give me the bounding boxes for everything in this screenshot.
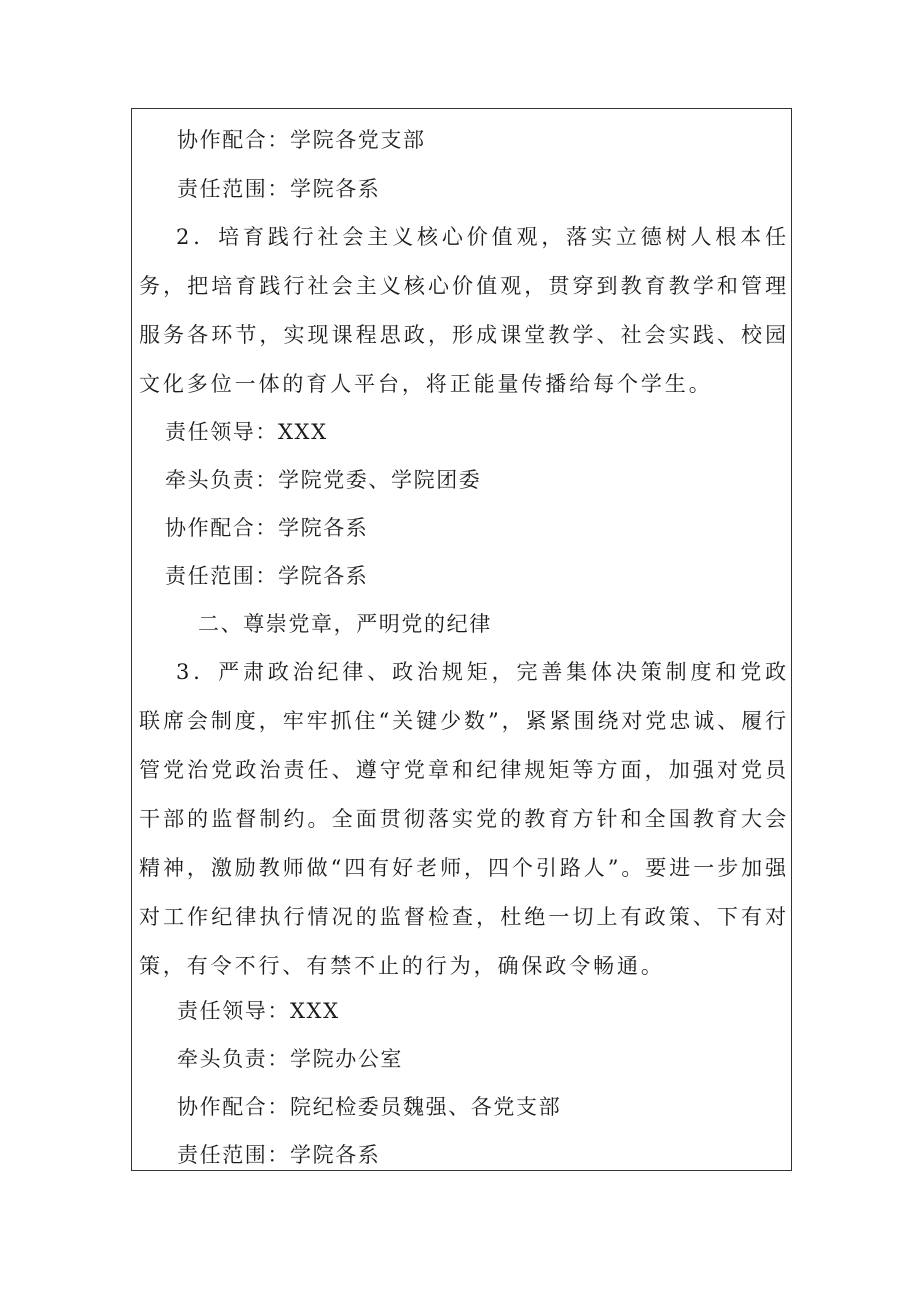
leader-line-3: 责任领导：XXX [177, 999, 340, 1023]
item-2-paragraph: 2．培育践行社会主义核心价值观，落实立德树人根本任务，把培育践行社会主义核心价值观，贯穿到教育教学和管理服务各环节，实现课程思政，形成课堂教学、社会实践、校园文化多位一体的育人平台，将正能量传播给每个学生。 [139, 225, 789, 396]
leader-line-2: 责任领导：XXX [165, 420, 328, 444]
cooperation-line-3: 协作配合：院纪检委员魏强、各党支部 [177, 1095, 562, 1119]
item-3-paragraph: 3．严肃政治纪律、政治规矩，完善集体决策制度和党政联席会制度，牢牢抓住“关键少数”，紧紧围绕对党忠诚、履行管党治党政治责任、遵守党章和纪律规矩等方面，加强对党员干部的监督制约。全面贯彻落实党的教育方针和全国教育大会精神，激励教师做“四有好老师，四个引路人”。要进一步加强对工作纪律执行情况的监督检查，杜绝一切上有政策、下有对策，有令不行、有禁不止的行为，确保政令畅通。 [139, 660, 789, 978]
lead-unit-line-2: 牵头负责：学院党委、学院团委 [165, 468, 482, 492]
scope-line-2: 责任范围：学院各系 [165, 564, 369, 588]
cooperation-line-2: 协作配合：学院各系 [165, 516, 369, 540]
scope-line-3: 责任范围：学院各系 [177, 1143, 381, 1167]
scope-line-1: 责任范围：学院各系 [177, 177, 381, 201]
lead-unit-line-3: 牵头负责：学院办公室 [177, 1047, 403, 1071]
cooperation-line-1: 协作配合：学院各党支部 [177, 128, 426, 152]
section-heading-2: 二、尊崇党章，严明党的纪律 [198, 612, 492, 636]
